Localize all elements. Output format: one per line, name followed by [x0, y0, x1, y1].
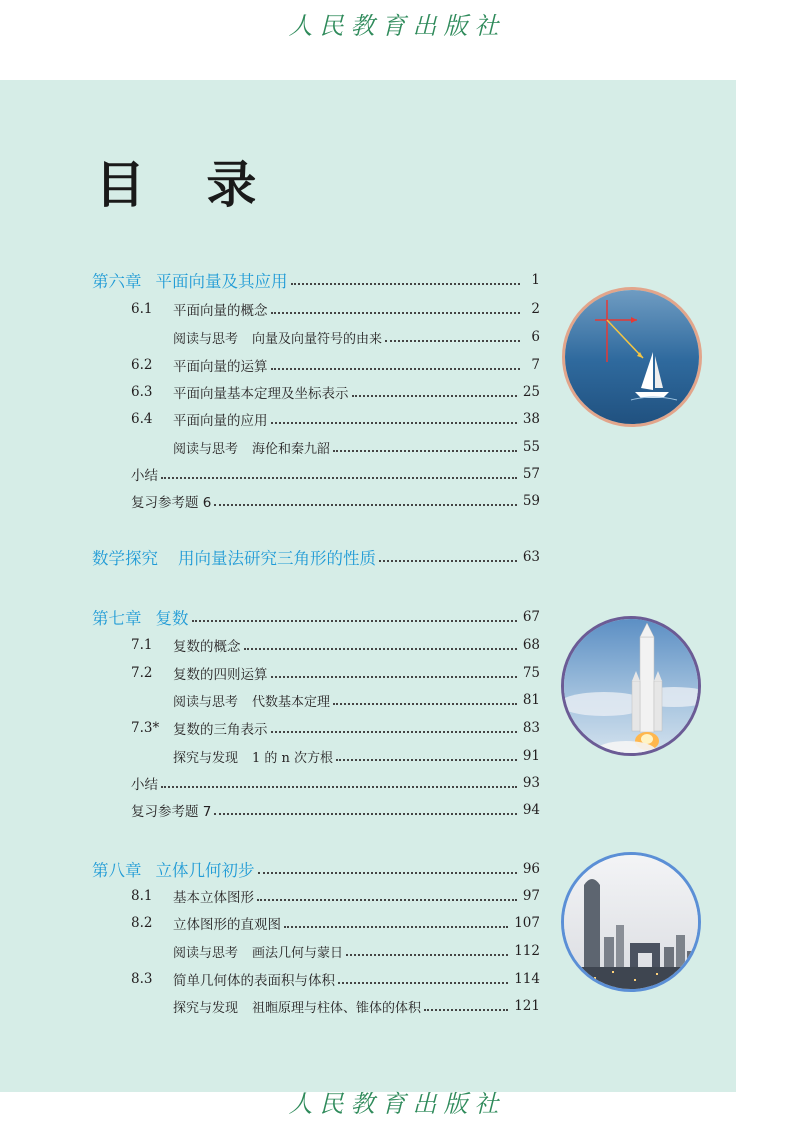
toc-entry-title: 复数的四则运算	[173, 667, 268, 683]
toc-feature-label: 阅读与思考	[173, 441, 239, 457]
toc-entry[interactable]	[131, 297, 540, 321]
toc-chapter-number: 第六章	[92, 272, 142, 291]
toc-page-number: 112	[514, 943, 540, 959]
toc-feature-label: 阅读与思考	[173, 945, 239, 961]
toc-page-number: 83	[522, 720, 540, 736]
toc-entry[interactable]	[173, 744, 540, 768]
toc-entry-title: 祖暅原理与柱体、锥体的体积	[252, 1000, 422, 1016]
toc-entry-title: 用向量法研究三角形的性质	[178, 549, 376, 568]
city-skyline-photo	[561, 852, 701, 992]
dot-leader	[161, 786, 517, 788]
toc-feature-label: 阅读与思考	[173, 331, 239, 347]
toc-page-number: 68	[522, 637, 540, 653]
toc-chapter-number: 第八章	[92, 861, 142, 880]
toc-entry[interactable]	[92, 268, 540, 292]
toc-page-number: 75	[522, 665, 540, 681]
dot-leader	[385, 340, 520, 342]
toc-entry[interactable]	[131, 380, 540, 404]
toc-entry[interactable]	[173, 325, 540, 349]
dot-leader	[271, 368, 521, 370]
toc-page-number: 81	[522, 692, 540, 708]
toc-entry-title: 画法几何与蒙日	[252, 945, 344, 961]
toc-entry[interactable]	[92, 857, 540, 881]
dot-leader	[271, 731, 517, 733]
toc-page-number: 25	[522, 384, 540, 400]
toc-section-number: 7.2	[131, 665, 153, 681]
dot-leader	[291, 283, 521, 285]
toc-entry-title: 向量及向量符号的由来	[252, 331, 383, 347]
dot-leader	[257, 899, 517, 901]
dot-leader	[161, 477, 517, 479]
skyline-illustration	[564, 855, 701, 992]
toc-entry[interactable]	[131, 911, 540, 935]
toc-entry-title: 复数的概念	[173, 639, 241, 655]
toc-page-number: 55	[522, 439, 540, 455]
toc-page-number: 59	[522, 493, 540, 509]
page-title: 目 录	[95, 156, 279, 214]
toc-entry-title: 立体图形的直观图	[173, 917, 281, 933]
toc-page-number: 1	[531, 272, 540, 288]
dot-leader	[214, 504, 516, 506]
toc-page-number: 38	[522, 411, 540, 427]
dot-leader	[338, 982, 508, 984]
toc-entry[interactable]	[131, 716, 540, 740]
toc-chapter-number: 数学探究	[92, 549, 158, 568]
toc-entry[interactable]	[131, 489, 540, 513]
dot-leader	[379, 560, 517, 562]
sailboat-illustration	[565, 290, 702, 427]
toc-entry[interactable]	[131, 884, 540, 908]
toc-entry[interactable]	[173, 994, 540, 1018]
toc-entry-title: 平面向量的概念	[173, 303, 268, 319]
toc-page-number: 67	[522, 609, 540, 625]
dot-leader	[244, 648, 517, 650]
toc-entry-title: 平面向量的运算	[173, 359, 268, 375]
toc-section-number: 6.3	[131, 384, 153, 400]
dot-leader	[271, 676, 517, 678]
toc-section-number: 6.4	[131, 411, 153, 427]
toc-page-number: 97	[522, 888, 540, 904]
publisher-logo-bottom: 人民教育出版社	[288, 1090, 506, 1118]
toc-section-number: 8.1	[131, 888, 153, 904]
dot-leader	[284, 926, 508, 928]
toc-page-number: 114	[514, 971, 540, 987]
publisher-logo-top: 人民教育出版社	[288, 12, 506, 40]
dot-leader	[352, 395, 517, 397]
toc-entry[interactable]	[131, 967, 540, 991]
toc-entry-title: 平面向量基本定理及坐标表示	[173, 386, 349, 402]
toc-page-number: 7	[531, 357, 540, 373]
toc-section-number: 7.3*	[131, 720, 160, 736]
toc-page-number: 6	[531, 329, 540, 345]
toc-entry-title: 复数	[155, 609, 189, 628]
toc-page-number: 57	[522, 466, 540, 482]
dot-leader	[192, 620, 517, 622]
toc-entry-title: 复数的三角表示	[173, 722, 268, 738]
dot-leader	[336, 759, 517, 761]
toc-page-number: 94	[522, 802, 540, 818]
toc-section-number: 7.1	[131, 637, 153, 653]
toc-entry-title: 平面向量及其应用	[155, 272, 288, 291]
toc-entry-title: 代数基本定理	[252, 694, 331, 710]
dot-leader	[271, 422, 517, 424]
toc-entry[interactable]	[131, 462, 540, 486]
toc-entry[interactable]	[173, 688, 540, 712]
toc-page-number: 107	[514, 915, 540, 931]
rocket-illustration	[564, 619, 701, 756]
toc-section-number: 6.1	[131, 301, 153, 317]
dot-leader	[346, 954, 508, 956]
toc-entry[interactable]	[131, 353, 540, 377]
toc-entry-title: 小结	[131, 468, 158, 484]
toc-entry-title: 基本立体图形	[173, 890, 254, 906]
toc-entry-title: 复习参考题 6	[131, 495, 212, 511]
toc-entry[interactable]	[131, 661, 540, 685]
dot-leader	[258, 872, 517, 874]
toc-entry[interactable]	[131, 798, 540, 822]
toc-entry[interactable]	[131, 407, 540, 431]
toc-page-number: 63	[522, 549, 540, 565]
dot-leader	[424, 1009, 508, 1011]
toc-page-number: 93	[522, 775, 540, 791]
toc-entry[interactable]	[131, 633, 540, 657]
toc-section-number: 8.2	[131, 915, 153, 931]
toc-entry[interactable]	[131, 771, 540, 795]
toc-feature-label: 探究与发现	[173, 750, 239, 766]
toc-section-number: 6.2	[131, 357, 153, 373]
toc-entry-title: 简单几何体的表面积与体积	[173, 973, 335, 989]
toc-entry-title: 海伦和秦九韶	[252, 441, 331, 457]
dot-leader	[333, 703, 517, 705]
toc-feature-label: 阅读与思考	[173, 694, 239, 710]
dot-leader	[333, 450, 517, 452]
dot-leader	[271, 312, 521, 314]
toc-entry-title: 小结	[131, 777, 158, 793]
toc-entry-title: 平面向量的应用	[173, 413, 268, 429]
toc-page-number: 91	[522, 748, 540, 764]
toc-entry[interactable]	[92, 545, 540, 569]
toc-entry[interactable]	[173, 939, 540, 963]
dot-leader	[214, 813, 516, 815]
toc-entry-title: 1 的 n 次方根	[252, 750, 334, 766]
toc-page-number: 2	[531, 301, 540, 317]
toc-entry[interactable]	[92, 605, 540, 629]
toc-chapter-number: 第七章	[92, 609, 142, 628]
toc-feature-label: 探究与发现	[173, 1000, 239, 1016]
toc-entry-title: 复习参考题 7	[131, 804, 212, 820]
toc-entry[interactable]	[173, 435, 540, 459]
toc-page-number: 121	[514, 998, 540, 1014]
sailboat-photo	[562, 287, 702, 427]
toc-section-number: 8.3	[131, 971, 153, 987]
toc-entry-title: 立体几何初步	[155, 861, 255, 880]
rocket-launch-photo	[561, 616, 701, 756]
toc-page-number: 96	[522, 861, 540, 877]
